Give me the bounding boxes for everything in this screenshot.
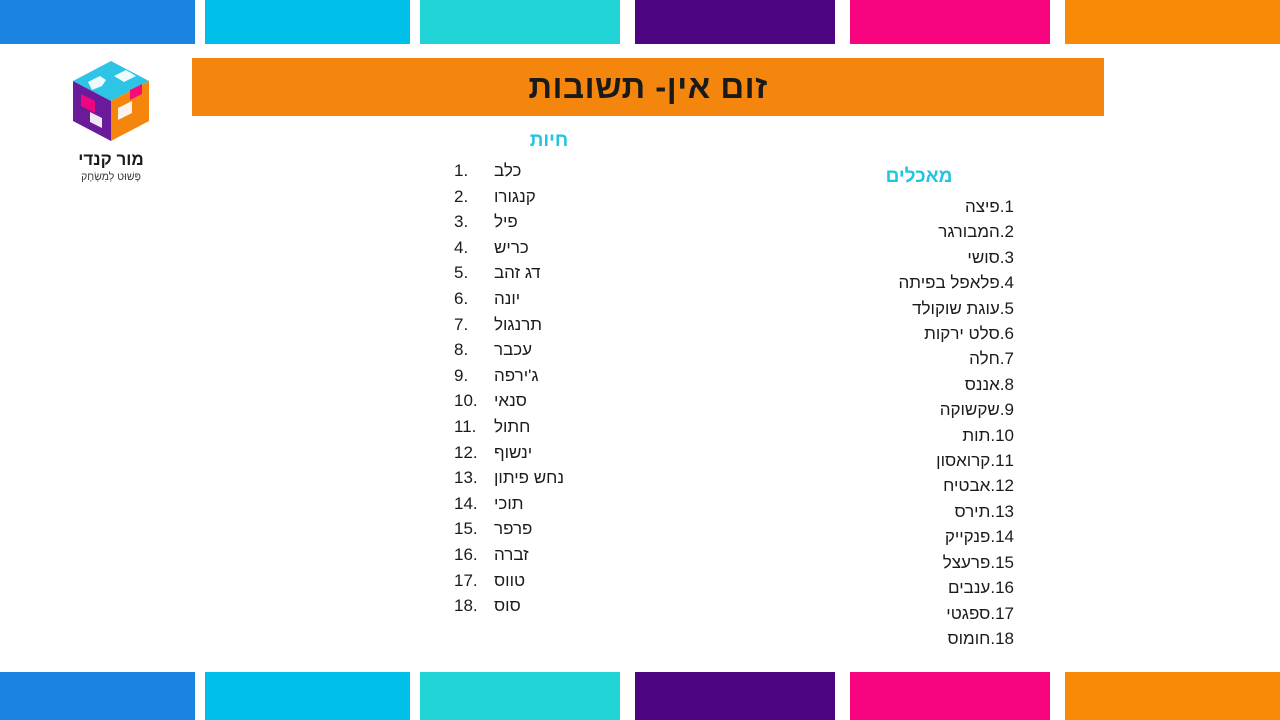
list-item-number: 12. <box>990 476 1014 496</box>
list-item-number: 5. <box>999 298 1014 318</box>
list-item-number: 16. <box>990 578 1014 598</box>
decoration-bar <box>420 672 620 720</box>
list-item <box>824 575 1014 600</box>
list-item-label: שקשוקה <box>939 400 1000 420</box>
list-item-number: 10. <box>454 391 478 411</box>
list-item-number: 18. <box>454 596 478 616</box>
foods-column-heading: מאכלים <box>885 166 953 187</box>
list-item-number: 17. <box>454 570 478 590</box>
foods-column <box>824 166 1014 651</box>
list-item-number: 12. <box>454 442 478 462</box>
list-item <box>824 194 1014 219</box>
list-item-number: 15. <box>990 552 1014 572</box>
animals-column-heading: חיות <box>529 130 569 151</box>
list-item-label: תרנגול <box>494 314 543 334</box>
list-item <box>824 473 1014 498</box>
list-item <box>454 542 644 568</box>
list-item <box>824 448 1014 473</box>
list-item-number: 8. <box>454 340 469 360</box>
list-item-number: 17. <box>990 603 1014 623</box>
list-item-number: 13. <box>454 468 478 488</box>
list-item-label: סלט ירקות <box>924 324 1000 344</box>
list-item <box>454 363 644 389</box>
list-item-number: 2. <box>454 186 469 206</box>
list-item-label: סנאי <box>494 391 527 411</box>
foods-list <box>824 194 1014 651</box>
list-item-label: פלאפל בפיתה <box>898 273 1000 293</box>
decoration-bar <box>1065 672 1280 720</box>
list-item-label: קרואסון <box>936 451 991 471</box>
list-item-label: כריש <box>494 237 529 257</box>
list-item-number: 1. <box>454 161 469 180</box>
list-item-label: טווס <box>494 570 526 590</box>
decoration-bar <box>205 672 410 720</box>
list-item-label: פיל <box>494 212 518 232</box>
list-item-label: דג זהב <box>494 263 541 283</box>
list-item <box>454 158 644 184</box>
list-item-label: יונה <box>494 288 521 308</box>
decoration-bar <box>0 0 195 44</box>
list-item-label: אננס <box>964 374 1000 394</box>
list-item-number: 13. <box>990 501 1014 521</box>
list-item <box>454 440 644 466</box>
list-item <box>454 414 644 440</box>
list-item-label: זברה <box>494 544 529 564</box>
list-item <box>824 626 1014 651</box>
brand-tagline: פָּשׁוּט לְמִשְׂחָק <box>81 171 141 183</box>
list-item-label: פיצה <box>964 197 1000 216</box>
list-item <box>454 184 644 210</box>
list-item-number: 8. <box>999 374 1014 394</box>
list-item-label: ג'ירפה <box>494 365 539 385</box>
list-item-label: נחש פיתון <box>494 468 564 488</box>
animals-list <box>454 158 644 619</box>
list-item-label: פנקייק <box>944 527 991 547</box>
list-item-label: אבטיח <box>943 476 991 496</box>
list-item-label: תירס <box>954 501 991 521</box>
decoration-bar <box>850 0 1050 44</box>
slide-title-banner <box>192 58 1104 116</box>
list-item <box>824 321 1014 346</box>
list-item-number: 10. <box>990 425 1014 445</box>
list-item-number: 16. <box>454 544 478 564</box>
list-item <box>824 423 1014 448</box>
list-item-number: 5. <box>454 263 469 283</box>
list-item <box>454 260 644 286</box>
decoration-bar <box>635 0 835 44</box>
list-item <box>824 296 1014 321</box>
list-item-label: עוגת שוקולד <box>912 298 1000 318</box>
decoration-bar <box>0 672 195 720</box>
list-item <box>454 388 644 414</box>
slide-card <box>34 48 1220 672</box>
list-item-label: קנגורו <box>494 186 536 206</box>
cube-puzzle-logo-icon <box>68 58 154 144</box>
list-item-number: 15. <box>454 519 478 539</box>
list-item-label: חלה <box>969 349 1000 369</box>
list-item <box>454 337 644 363</box>
list-item <box>454 593 644 619</box>
list-item <box>454 286 644 312</box>
list-item-number: 2. <box>999 222 1014 242</box>
decoration-bar <box>635 672 835 720</box>
list-item-label: ינשוף <box>494 442 533 462</box>
list-item <box>454 235 644 261</box>
list-item-label: סוס <box>494 596 521 616</box>
list-item-label: חומוס <box>947 628 991 648</box>
list-item-number: 1. <box>999 197 1014 216</box>
list-item-label: המבורגר <box>938 222 1000 242</box>
list-item-number: 11. <box>454 416 477 436</box>
list-item-number: 4. <box>454 237 469 257</box>
list-item-number: 9. <box>999 400 1014 420</box>
decoration-bar <box>420 0 620 44</box>
list-item-label: סושי <box>967 247 1000 267</box>
list-item-number: 3. <box>999 247 1014 267</box>
brand-logo <box>46 58 176 183</box>
list-item <box>454 516 644 542</box>
list-item <box>824 219 1014 244</box>
list-item-number: 7. <box>454 314 469 334</box>
list-item <box>824 601 1014 626</box>
list-item-number: 18. <box>990 628 1014 648</box>
decoration-bar <box>1065 0 1280 44</box>
list-item <box>454 491 644 517</box>
list-item <box>824 372 1014 397</box>
list-item-number: 14. <box>990 527 1014 547</box>
list-item-number: 4. <box>999 273 1014 293</box>
list-item <box>824 346 1014 371</box>
list-item-number: 6. <box>454 288 469 308</box>
list-item-label: כלב <box>494 161 522 180</box>
list-item <box>824 499 1014 524</box>
list-item-number: 6. <box>999 324 1014 344</box>
list-item-label: ענבים <box>948 578 991 598</box>
list-item-number: 3. <box>454 212 469 232</box>
list-item-label: עכבר <box>494 340 533 360</box>
list-item <box>454 465 644 491</box>
list-item <box>454 568 644 594</box>
brand-name: מור קנדי <box>78 150 144 169</box>
page-title: זום אין- תשובות <box>528 68 768 105</box>
list-item <box>824 245 1014 270</box>
decoration-bar <box>850 672 1050 720</box>
list-item-label: תות <box>962 425 991 445</box>
list-item <box>824 524 1014 549</box>
list-item-label: פרעצל <box>942 552 991 572</box>
decoration-bar <box>205 0 410 44</box>
list-item <box>454 312 644 338</box>
list-item-label: תוכי <box>494 493 524 513</box>
list-item-number: 7. <box>999 349 1014 369</box>
list-item <box>824 397 1014 422</box>
list-item <box>824 270 1014 295</box>
list-item <box>454 209 644 235</box>
list-item <box>824 550 1014 575</box>
list-item-label: פרפר <box>494 519 533 539</box>
animals-column <box>454 130 644 619</box>
list-item-number: 9. <box>454 365 469 385</box>
list-item-label: ספגטי <box>946 603 991 623</box>
list-item-number: 14. <box>454 493 478 513</box>
list-item-label: חתול <box>494 416 531 436</box>
list-item-number: 11. <box>990 451 1014 471</box>
